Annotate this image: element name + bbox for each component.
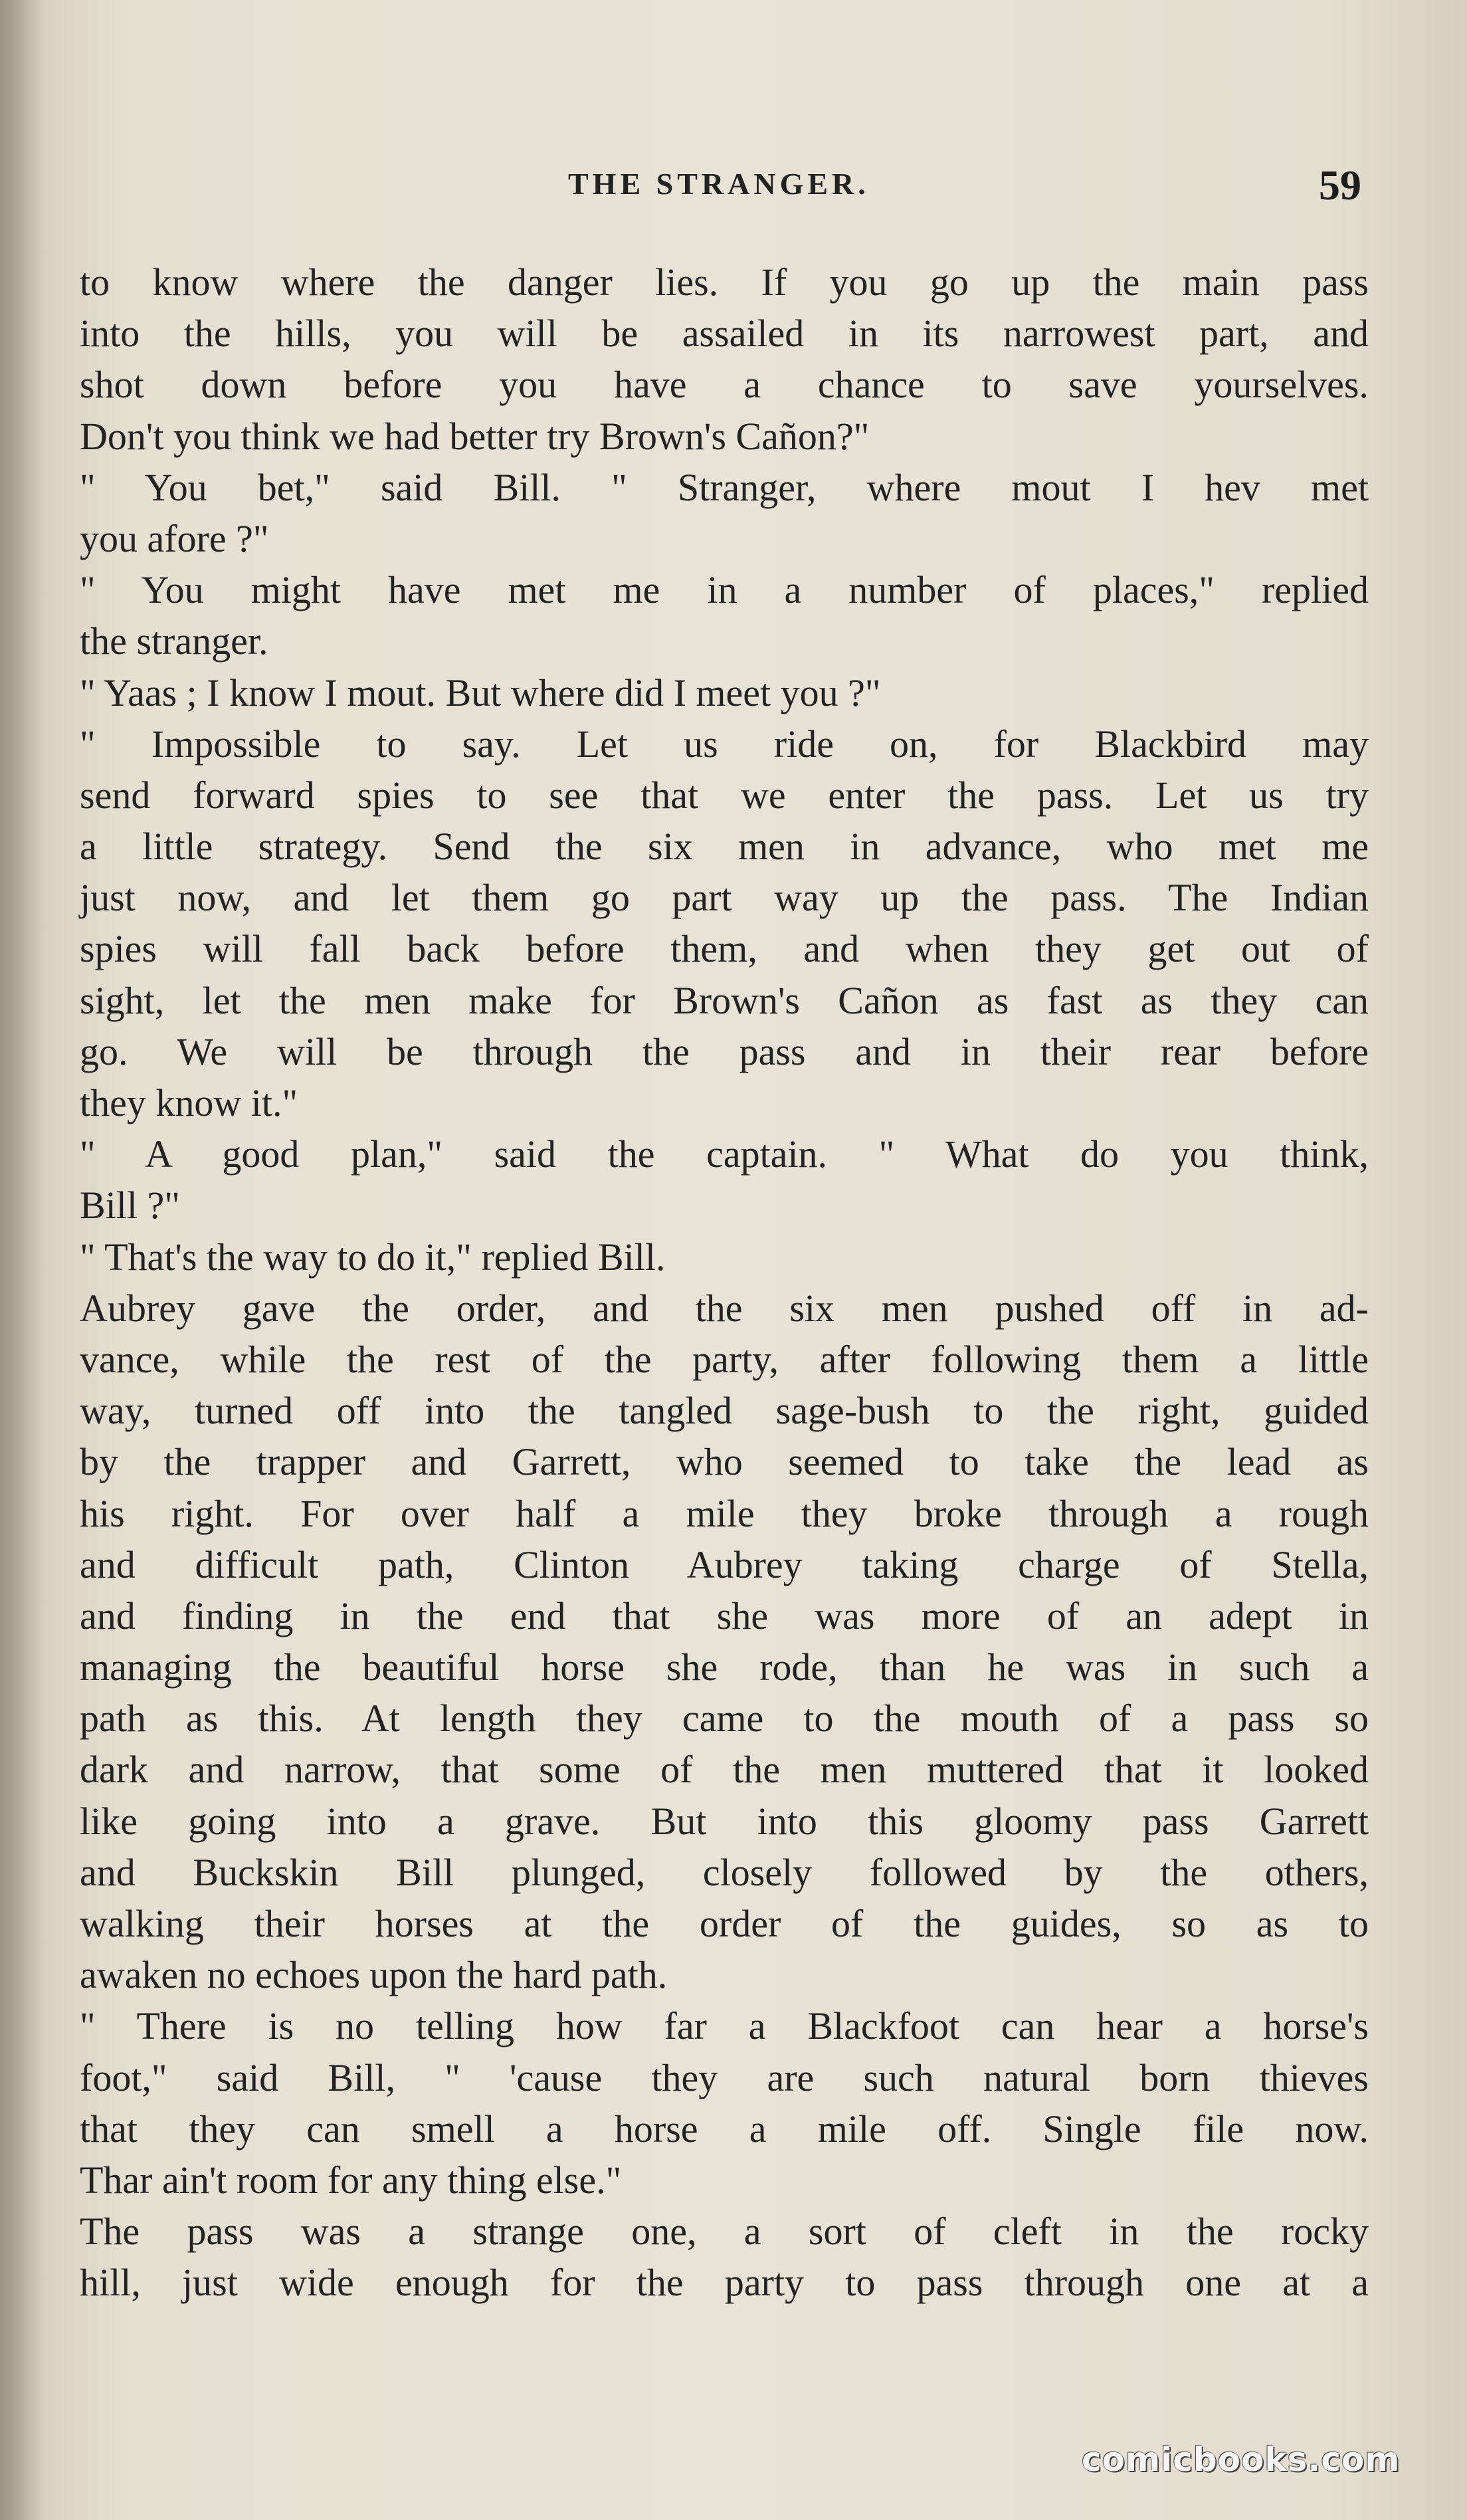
text-line: spies will fall back before them, and when they get out of <box>80 927 1369 971</box>
text-line: " Impossible to say. Let us ride on, for Blackbird may <box>80 722 1369 766</box>
text-line: Don't you think we had better try Brown's Cañon?" <box>80 414 870 458</box>
text-line: his right. For over half a mile they broke through a rough <box>80 1491 1369 1535</box>
text-line: to know where the danger lies. If you go up the main pass <box>80 261 1369 304</box>
text-line: you afore ?" <box>80 516 269 560</box>
text-line: " A good plan," said the captain. " What do you think, <box>80 1132 1369 1176</box>
text-line: " There is no telling how far a Blackfoot can hear a horse's <box>80 2004 1369 2048</box>
text-line: Bill ?" <box>80 1184 180 1227</box>
text-line: go. We will be through the pass and in their rear before <box>80 1029 1369 1073</box>
text-line: and finding in the end that she was more of an adept in <box>80 1594 1369 1637</box>
text-line: and difficult path, Clinton Aubrey taking charge of Stella, <box>80 1542 1369 1586</box>
text-line: sight, let the men make for Brown's Cañon as fast as they can <box>80 978 1369 1022</box>
text-line: way, turned off into the tangled sage-bush to the right, guided <box>80 1389 1369 1433</box>
text-line: send forward spies to see that we enter the pass. Let us try <box>80 773 1369 817</box>
text-line: that they can smell a horse a mile off. Single file now. <box>80 2107 1369 2151</box>
text-line: and Buckskin Bill plunged, closely followed by the others, <box>80 1850 1369 1894</box>
text-line: walking their horses at the order of the guides, so as to <box>80 1902 1369 1945</box>
text-line: foot," said Bill, " 'cause they are such natural born thieves <box>80 2055 1369 2099</box>
text-line: awaken no echoes upon the hard path. <box>80 1953 668 1997</box>
text-line: by the trapper and Garrett, who seemed to take the lead as <box>80 1440 1369 1484</box>
text-line: the stranger. <box>80 619 268 663</box>
text-line: Thar ain't room for any thing else." <box>80 2158 622 2202</box>
text-line: hill, just wide enough for the party to pass through one at a <box>80 2261 1369 2305</box>
text-line: The pass was a strange one, a sort of cleft in the rocky <box>80 2210 1369 2254</box>
text-line: shot down before you have a chance to save yourselves. <box>80 363 1369 407</box>
page-header-title: THE STRANGER. <box>568 167 870 201</box>
text-line: dark and narrow, that some of the men muttered that it looked <box>80 1748 1369 1792</box>
running-head <box>0 161 1467 209</box>
page-number: 59 <box>1319 161 1361 209</box>
text-line: " That's the way to do it," replied Bill. <box>80 1235 666 1279</box>
text-line: " You bet," said Bill. " Stranger, where mout I hev met <box>80 465 1369 509</box>
text-line: managing the beautiful horse she rode, than he was in such a <box>80 1645 1369 1689</box>
text-line: " Yaas ; I know I mout. But where did I meet you ?" <box>80 671 881 714</box>
text-line: into the hills, you will be assailed in its narrowest part, and <box>80 312 1369 356</box>
gutter-shadow <box>0 0 47 2520</box>
text-line: a little strategy. Send the six men in advance, who met me <box>80 825 1369 869</box>
text-line: path as this. At length they came to the mouth of a pass so <box>80 1697 1369 1740</box>
body-text <box>80 257 1369 2309</box>
text-line: vance, while the rest of the party, after following them a little <box>80 1337 1369 1381</box>
text-line: like going into a grave. But into this gloomy pass Garrett <box>80 1799 1369 1843</box>
text-line: just now, and let them go part way up the pass. The Indian <box>80 876 1369 920</box>
text-line: Aubrey gave the order, and the six men pushed off in ad- <box>80 1286 1369 1330</box>
text-line: they know it." <box>80 1081 298 1124</box>
watermark: comicbooks.com <box>1082 2440 1401 2479</box>
text-line: " You might have met me in a number of places," replied <box>80 568 1369 612</box>
